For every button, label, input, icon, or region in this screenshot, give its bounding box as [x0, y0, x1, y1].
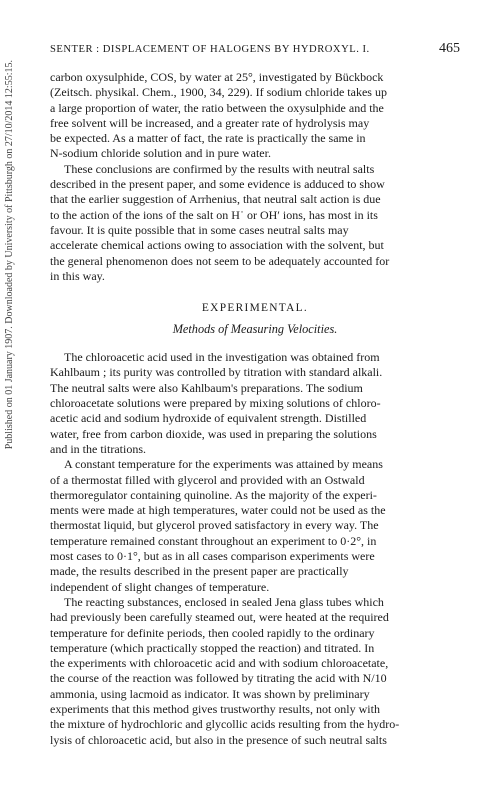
- text-line: in this way.: [50, 268, 105, 283]
- intro-text: [50, 70, 460, 284]
- text-line: A constant temperature for the experiments was attained by means: [64, 457, 383, 472]
- text-line: that the earlier suggestion of Arrhenius, that neutral salt action is due: [50, 192, 381, 207]
- text-line: carbon oxysulphide, COS, by water at 25°, investigated by Bückbock: [50, 70, 384, 84]
- text-line: be expected. As a matter of fact, the rate is practically the same in: [50, 131, 366, 146]
- text-line: accelerate chemical actions owing to association with the solvent, but: [50, 238, 384, 253]
- journal-page: [50, 42, 460, 748]
- text-line: ments were made at high temperatures, water could not be used as the: [50, 503, 386, 518]
- methods-text: [50, 350, 460, 748]
- text-line: the mixture of hydrochloric and glycollic acids resulting from the hydro-: [50, 717, 400, 732]
- text-line: of a thermostat filled with glycerol and provided with an Ostwald: [50, 472, 365, 487]
- section-heading: EXPERIMENTAL.: [201, 302, 309, 315]
- text-line: made, the results described in the present paper are practically: [50, 564, 349, 579]
- text-line: lysis of chloroacetic acid, but also in the presence of such neutral salts: [50, 732, 387, 747]
- text-line: acetic acid and sodium hydroxide of equivalent strength. Distilled: [50, 411, 367, 426]
- text-line: the course of the reaction was followed by titrating the acid with N/10: [50, 671, 387, 686]
- text-line: free solvent will be increased, and a greater rate of hydrolysis may: [50, 115, 370, 130]
- text-line: thermostat liquid, but glycerol proved satisfactory in every way. The: [50, 518, 379, 533]
- text-line: Kahlbaum ; its purity was controlled by titration with standard alkali.: [50, 365, 383, 380]
- text-line: (Zeitsch. physikal. Chem., 1900, 34, 229). If sodium chloride takes up: [50, 85, 387, 100]
- text-line: temperature (which practically stopped the reaction) and titrated. In: [50, 640, 375, 655]
- text-line: to the action of the ions of the salt on H˙ or OH′ ions, has most in its: [50, 207, 378, 222]
- text-line: had previously been carefully steamed out, were heated at the required: [50, 610, 389, 625]
- text-line: favour. It is quite possible that in some cases neutral salts may: [50, 222, 349, 237]
- text-line: independent of slight changes of temperature.: [50, 579, 270, 594]
- text-line: the general phenomenon does not seem to be adequately accounted for: [50, 253, 390, 268]
- text-line: most cases to 0·1°, but as in all cases comparison experiments were: [50, 549, 375, 564]
- download-notice: Published on 01 January 1907. Downloaded by University of Pittsburgh on 27/10/2014 12:55:15.: [4, 60, 15, 450]
- text-line: the experiments with chloroacetic acid and with sodium chloroacetate,: [50, 656, 389, 671]
- text-line: The chloroacetic acid used in the investigation was obtained from: [64, 350, 380, 365]
- text-line: The neutral salts were also Kahlbaum's preparations. The sodium: [50, 380, 363, 395]
- text-line: These conclusions are confirmed by the results with neutral salts: [64, 161, 375, 176]
- page-header: [50, 42, 460, 60]
- text-line: temperature for definite periods, then cooled rapidly to the ordinary: [50, 625, 375, 640]
- running-head: SENTER : DISPLACEMENT OF HALOGENS BY HYDROXYL. I.: [50, 44, 370, 55]
- text-line: temperature remained constant throughout an experiment to 0·2°, in: [50, 533, 377, 548]
- subsection-heading: Methods of Measuring Velocities.: [172, 322, 338, 337]
- download-watermark: [0, 60, 22, 780]
- text-line: ammonia, using lacmoid as indicator. It was shown by preliminary: [50, 686, 370, 701]
- page-number: 465: [439, 41, 460, 56]
- text-line: N-sodium chloride solution and in pure water.: [50, 146, 271, 161]
- text-line: experiments that this method gives trustworthy results, not only with: [50, 701, 380, 716]
- text-line: chloroacetate solutions were prepared by mixing solutions of chloro-: [50, 396, 381, 411]
- text-line: described in the present paper, and some evidence is adduced to show: [50, 177, 385, 192]
- text-line: The reacting substances, enclosed in sealed Jena glass tubes which: [64, 594, 384, 609]
- text-line: water, free from carbon dioxide, was used in preparing the solutions: [50, 426, 377, 441]
- text-line: and in the titrations.: [50, 441, 146, 456]
- text-line: thermoregulator containing quinoline. As the majority of the experi-: [50, 487, 377, 502]
- text-line: a large proportion of water, the ratio between the oxysulphide and the: [50, 100, 384, 115]
